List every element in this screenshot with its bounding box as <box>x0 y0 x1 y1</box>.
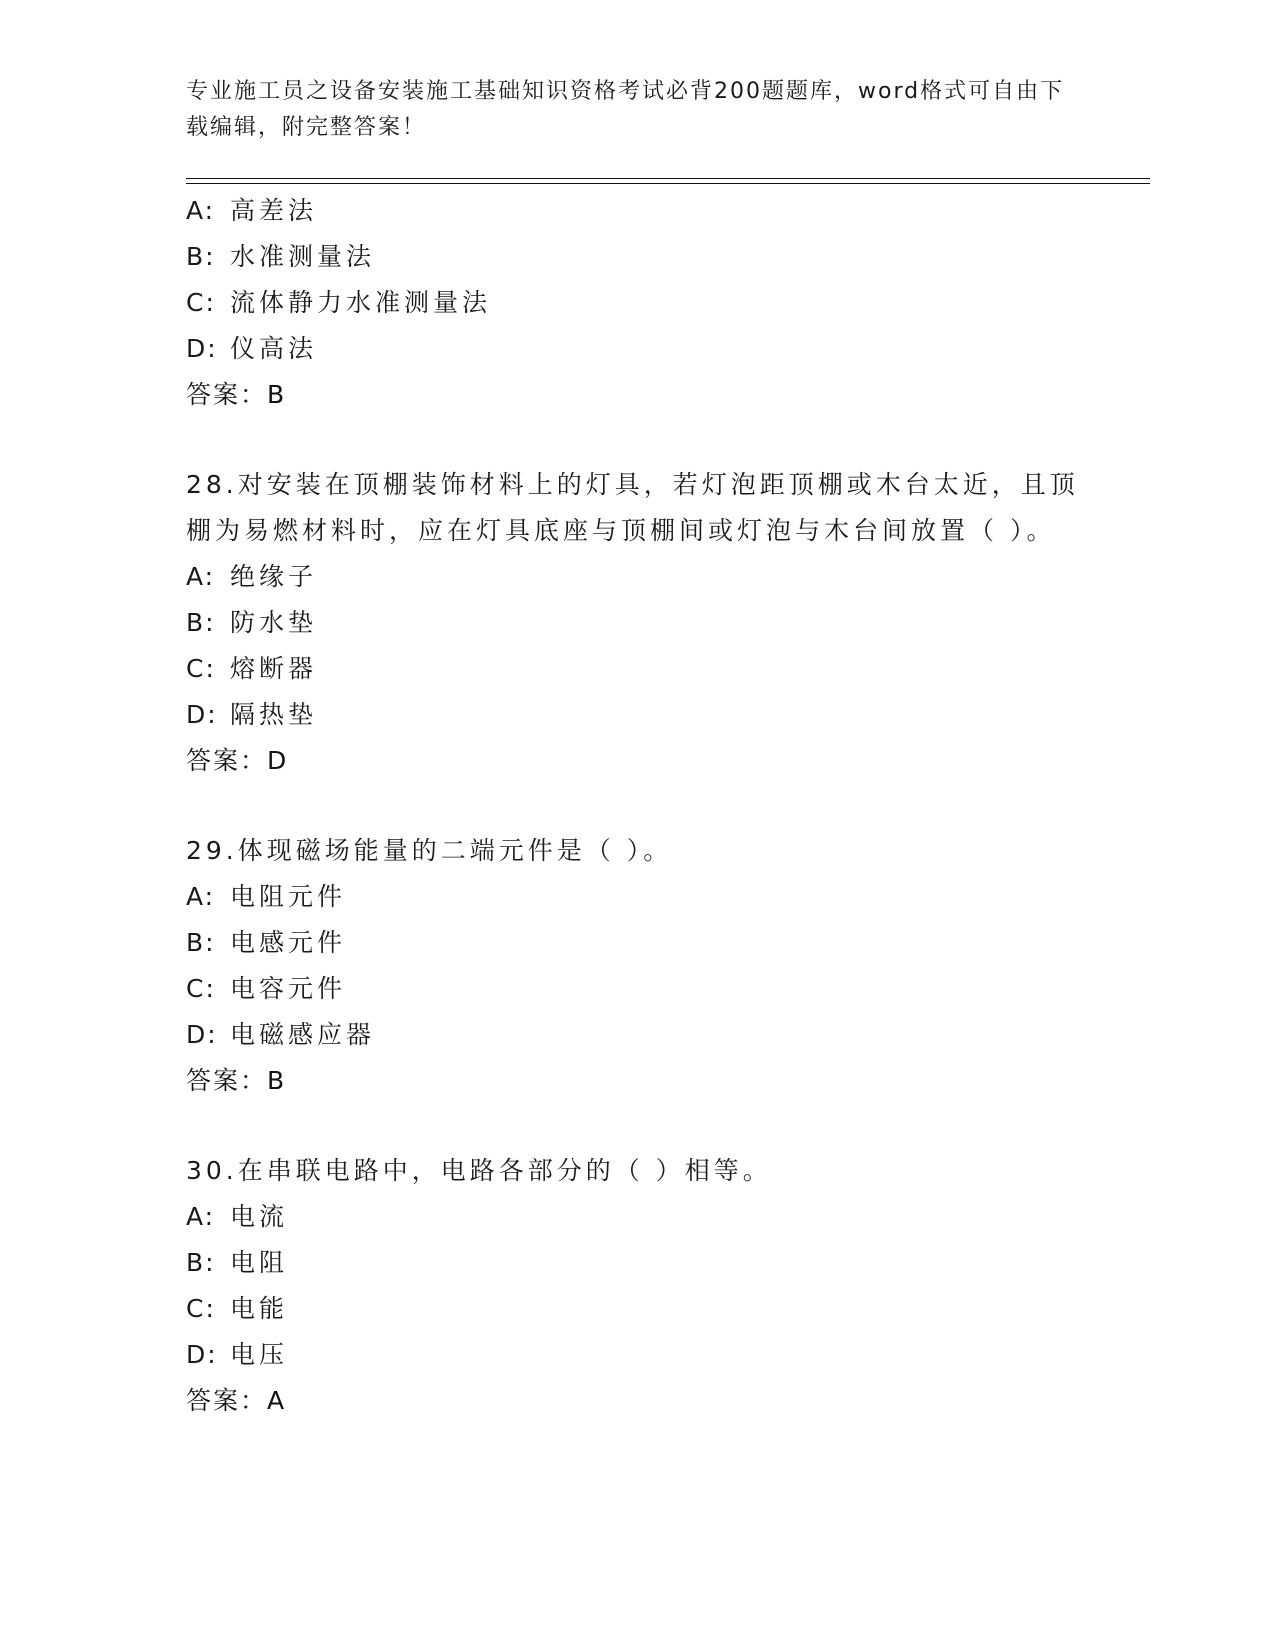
answer-line: 答案：D <box>186 746 289 775</box>
question-content <box>186 188 1086 1424</box>
option-c <box>186 966 1086 1012</box>
question-29 <box>186 828 1086 1104</box>
question-text: 28.对安装在顶棚装饰材料上的灯具，若灯泡距顶棚或木台太近，且顶棚为易燃材料时，应在灯具底座与顶棚间或灯泡与木台间放置（ ）。 <box>186 470 1079 545</box>
option-text: 水准测量法 <box>230 242 376 271</box>
option-letter: B: <box>186 608 216 637</box>
option-letter: A: <box>186 882 216 911</box>
answer-line: 答案：B <box>186 1066 287 1095</box>
option-text: 电感元件 <box>230 928 347 957</box>
option-b <box>186 1240 1086 1286</box>
question-gap <box>186 784 1086 828</box>
option-b <box>186 600 1086 646</box>
option-letter: D: <box>186 1340 218 1369</box>
option-letter: D: <box>186 334 218 363</box>
option-letter: D: <box>186 700 218 729</box>
option-letter: B: <box>186 928 216 957</box>
question-text: 29.体现磁场能量的二端元件是（ ）。 <box>186 836 673 865</box>
option-a <box>186 874 1086 920</box>
option-c <box>186 646 1086 692</box>
option-text: 仪高法 <box>230 334 318 363</box>
option-d <box>186 1012 1086 1058</box>
document-header: 专业施工员之设备安装施工基础知识资格考试必背200题题库，word格式可自由下载编辑，附完整答案！ <box>186 79 1065 140</box>
option-c <box>186 280 1086 326</box>
option-d <box>186 1332 1086 1378</box>
option-a <box>186 554 1086 600</box>
answer-line: 答案：B <box>186 380 287 409</box>
answer-line: 答案：A <box>186 1386 287 1415</box>
option-text: 流体静力水准测量法 <box>230 288 492 317</box>
option-text: 防水垫 <box>230 608 318 637</box>
option-letter: A: <box>186 1202 216 1231</box>
option-letter: A: <box>186 562 216 591</box>
option-letter: C: <box>186 974 216 1003</box>
option-letter: A: <box>186 196 216 225</box>
header-rule-bottom <box>186 183 1150 184</box>
question-gap <box>186 418 1086 462</box>
option-text: 绝缘子 <box>230 562 318 591</box>
option-text: 电压 <box>230 1340 289 1369</box>
option-letter: D: <box>186 1020 218 1049</box>
option-a <box>186 188 1086 234</box>
option-text: 高差法 <box>230 196 318 225</box>
option-a <box>186 1194 1086 1240</box>
option-text: 熔断器 <box>230 654 318 683</box>
option-letter: B: <box>186 1248 216 1277</box>
option-text: 电磁感应器 <box>230 1020 376 1049</box>
question-28 <box>186 462 1086 784</box>
option-text: 电阻元件 <box>230 882 347 911</box>
option-c <box>186 1286 1086 1332</box>
option-b <box>186 920 1086 966</box>
option-text: 电流 <box>230 1202 289 1231</box>
option-text: 隔热垫 <box>230 700 318 729</box>
option-d <box>186 326 1086 372</box>
question-30 <box>186 1148 1086 1424</box>
option-text: 电阻 <box>230 1248 289 1277</box>
carryover-question <box>186 188 1086 418</box>
option-text: 电能 <box>230 1294 289 1323</box>
option-letter: C: <box>186 288 216 317</box>
option-letter: B: <box>186 242 216 271</box>
option-letter: C: <box>186 654 216 683</box>
question-text: 30.在串联电路中，电路各部分的（ ）相等。 <box>186 1156 772 1185</box>
option-text: 电容元件 <box>230 974 347 1003</box>
option-b <box>186 234 1086 280</box>
option-letter: C: <box>186 1294 216 1323</box>
header-rule-top <box>186 178 1150 179</box>
option-d <box>186 692 1086 738</box>
question-gap <box>186 1104 1086 1148</box>
